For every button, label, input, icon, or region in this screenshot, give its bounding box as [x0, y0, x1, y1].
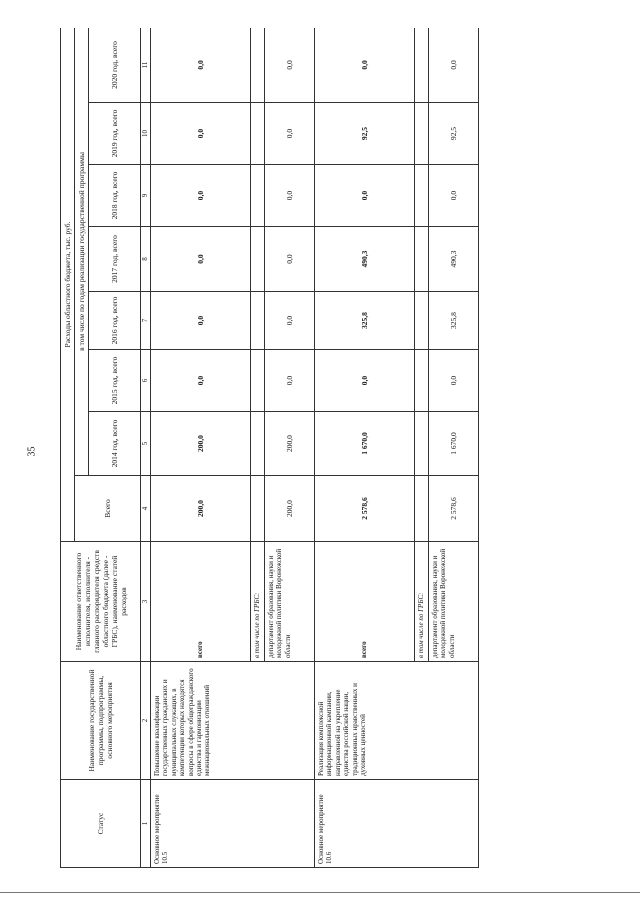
value-cell: 490,3: [429, 227, 479, 292]
row-grbs-label: департамент образования, науки и молодежной политики Воронежской области: [265, 542, 315, 662]
col-number: 4: [141, 476, 151, 542]
col-number: 5: [141, 412, 151, 476]
value-cell: 490,3: [315, 227, 415, 292]
value-cell: 92,5: [315, 103, 415, 165]
header-program-name: Наименование государственной программы, подпрограммы, основного мероприятия: [61, 662, 141, 780]
value-cell: 0,0: [151, 103, 251, 165]
col-number: 2: [141, 662, 151, 780]
page-number: 35: [26, 446, 38, 457]
value-cell: 0,0: [151, 227, 251, 292]
row-incl-label: в том числе по ГРБС:: [251, 542, 265, 662]
header-2020: 2020 год, всего: [89, 28, 141, 103]
table-row-total: [315, 28, 415, 868]
row-status: Основное мероприятие 10.5: [151, 780, 315, 868]
col-number: 8: [141, 227, 151, 292]
row-grbs-label: департамент образования, науки и молодежной политики Воронежской области: [429, 542, 479, 662]
header-2014: 2014 год, всего: [89, 412, 141, 476]
value-cell: 92,5: [429, 103, 479, 165]
col-number: 3: [141, 542, 151, 662]
value-cell: 2 578,6: [429, 476, 479, 542]
value-cell: 1 670,0: [315, 412, 415, 476]
budget-table: [60, 28, 479, 868]
col-number: 7: [141, 292, 151, 350]
value-cell: 0,0: [315, 165, 415, 227]
col-number: 9: [141, 165, 151, 227]
value-cell: 0,0: [315, 350, 415, 412]
row-name: Повышение квалификации государственных гражданских и муниципальных служащих, в компетенции которых находятся вопросы в сфере общегражданского единства и гармонизации межнациональных отношений: [151, 662, 315, 780]
value-cell: 200,0: [265, 412, 315, 476]
value-cell: 0,0: [151, 28, 251, 103]
value-cell: 0,0: [429, 165, 479, 227]
col-number: 10: [141, 103, 151, 165]
header-2017: 2017 год, всего: [89, 227, 141, 292]
value-cell: 0,0: [151, 165, 251, 227]
value-cell: 0,0: [429, 28, 479, 103]
value-cell: 325,8: [315, 292, 415, 350]
page-bottom-line: [0, 892, 640, 893]
value-cell: 0,0: [265, 28, 315, 103]
row-incl-label: в том числе по ГРБС:: [415, 542, 429, 662]
value-cell: 0,0: [265, 165, 315, 227]
header-expenses-group: Расходы областного бюджета, тыс. руб.: [61, 28, 75, 542]
header-2015: 2015 год, всего: [89, 350, 141, 412]
header-2019: 2019 год, всего: [89, 103, 141, 165]
header-status: Статус: [61, 780, 141, 868]
col-number: 6: [141, 350, 151, 412]
row-total-label: всего: [315, 542, 415, 662]
col-number: 1: [141, 780, 151, 868]
rotated-page: [60, 28, 620, 868]
header-by-years: в том числе по годам реализации государственной программы: [75, 28, 89, 476]
value-cell: 0,0: [315, 28, 415, 103]
header-executor: Наименование ответственного исполнителя, исполнителя - главного распорядителя средств областного бюджета (далее - ГРБС), наименование статей расходов: [61, 542, 141, 662]
value-cell: 0,0: [151, 350, 251, 412]
value-cell: 200,0: [265, 476, 315, 542]
row-status: Основное мероприятие 10.6: [315, 780, 479, 868]
value-cell: 0,0: [429, 350, 479, 412]
col-number: 11: [141, 28, 151, 103]
rotated-content: [60, 28, 620, 868]
row-name: Реализация комплексной информационной кампании, направленной на укрепление единства российской нации, традиционных нравственных и духовных ценностей: [315, 662, 479, 780]
value-cell: 200,0: [151, 476, 251, 542]
value-cell: 325,8: [429, 292, 479, 350]
header-total: Всего: [75, 476, 141, 542]
row-total-label: всего: [151, 542, 251, 662]
header-2018: 2018 год, всего: [89, 165, 141, 227]
column-numbers-row: [141, 28, 151, 868]
value-cell: 0,0: [151, 292, 251, 350]
value-cell: 0,0: [265, 227, 315, 292]
value-cell: 2 578,6: [315, 476, 415, 542]
table-row-total: [151, 28, 251, 868]
value-cell: 0,0: [265, 103, 315, 165]
header-2016: 2016 год, всего: [89, 292, 141, 350]
header-row-1: [61, 28, 75, 868]
value-cell: 0,0: [265, 292, 315, 350]
value-cell: 200,0: [151, 412, 251, 476]
value-cell: 0,0: [265, 350, 315, 412]
value-cell: 1 670,0: [429, 412, 479, 476]
